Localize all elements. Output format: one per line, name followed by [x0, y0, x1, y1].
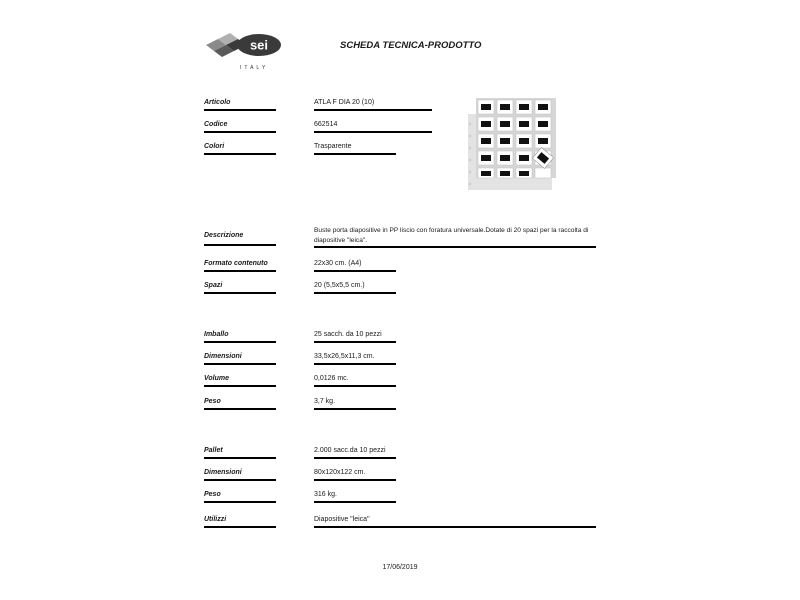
value-peso: 3,7 kg.: [314, 398, 336, 405]
label-underline: [204, 408, 276, 410]
label-underline: [204, 109, 276, 111]
label-underline: [204, 341, 276, 343]
value-underline: [314, 270, 396, 272]
label-formato-contenuto: Formato contenuto: [204, 260, 268, 267]
label-underline: [204, 292, 276, 294]
footer-date: 17/06/2019: [382, 564, 418, 571]
label-underline: [204, 270, 276, 272]
label-underline: [204, 363, 276, 365]
label-underline: [204, 385, 276, 387]
label-pallet-peso: Peso: [204, 491, 221, 498]
label-underline: [204, 244, 276, 246]
row-pallet-dimensioni: [204, 469, 604, 483]
value-pallet-dimensioni: 80x120x122 cm.: [314, 469, 366, 476]
row-pallet: [204, 447, 604, 461]
label-articolo: Articolo: [204, 99, 231, 106]
value-pallet: 2.000 sacc.da 10 pezzi: [314, 447, 386, 454]
label-underline: [204, 501, 276, 503]
value-underline: [314, 408, 396, 410]
value-underline: [314, 457, 396, 459]
label-codice: Codice: [204, 121, 228, 128]
label-underline: [204, 457, 276, 459]
row-pallet-peso: [204, 491, 604, 505]
value-imballo: 25 sacch. da 10 pezzi: [314, 331, 382, 338]
row-volume: [204, 375, 604, 389]
label-underline: [204, 131, 276, 133]
row-utilizzi: [204, 516, 604, 530]
value-underline: [314, 246, 596, 248]
row-imballo: [204, 331, 604, 345]
label-utilizzi: Utilizzi: [204, 516, 227, 523]
value-underline: [314, 385, 396, 387]
value-articolo: ATLA F DIA 20 (10): [314, 99, 375, 106]
value-underline: [314, 131, 432, 133]
value-underline: [314, 153, 396, 155]
label-pallet-dimensioni: Dimensioni: [204, 469, 242, 476]
label-underline: [204, 479, 276, 481]
value-underline: [314, 292, 396, 294]
value-codice: 662514: [314, 121, 338, 128]
value-underline: [314, 526, 596, 528]
value-dimensioni: 33,5x26,5x11,3 cm.: [314, 353, 375, 360]
label-spazi: Spazi: [204, 282, 223, 289]
row-formato-contenuto: [204, 260, 604, 274]
value-underline: [314, 341, 396, 343]
label-dimensioni: Dimensioni: [204, 353, 242, 360]
value-spazi: 20 (5,5x5,5 cm.): [314, 282, 365, 289]
label-volume: Volume: [204, 375, 230, 382]
value-utilizzi: Diapositive "leica": [314, 516, 370, 523]
label-peso: Peso: [204, 398, 221, 405]
value-volume: 0,0126 mc.: [314, 375, 349, 382]
label-colori: Colori: [204, 143, 225, 150]
value-underline: [314, 479, 396, 481]
document-title: SCHEDA TECNICA-PRODOTTO: [340, 40, 482, 51]
label-underline: [204, 153, 276, 155]
row-articolo: [204, 99, 604, 113]
label-imballo: Imballo: [204, 331, 229, 338]
row-spazi: [204, 282, 604, 296]
logo-tagline: ITALY: [240, 65, 269, 71]
value-pallet-peso: 316 kg.: [314, 491, 337, 498]
value-colori: Trasparente: [314, 143, 352, 150]
row-codice: [204, 121, 604, 135]
value-underline: [314, 363, 396, 365]
label-underline: [204, 526, 276, 528]
row-dimensioni: [204, 353, 604, 367]
logo-text: sei: [249, 37, 269, 53]
value-descrizione: Buste porta diapositive in PP liscio con foratura universale.Dotate di 20 spazi per la raccolta di diapositive "leica".: [314, 227, 589, 244]
value-underline: [314, 501, 396, 503]
row-peso: [204, 398, 604, 412]
value-formato-contenuto: 22x30 cm. (A4): [314, 260, 362, 267]
value-underline: [314, 109, 432, 111]
label-descrizione: Descrizione: [204, 232, 244, 239]
label-pallet: Pallet: [204, 447, 223, 454]
row-colori: [204, 143, 604, 157]
